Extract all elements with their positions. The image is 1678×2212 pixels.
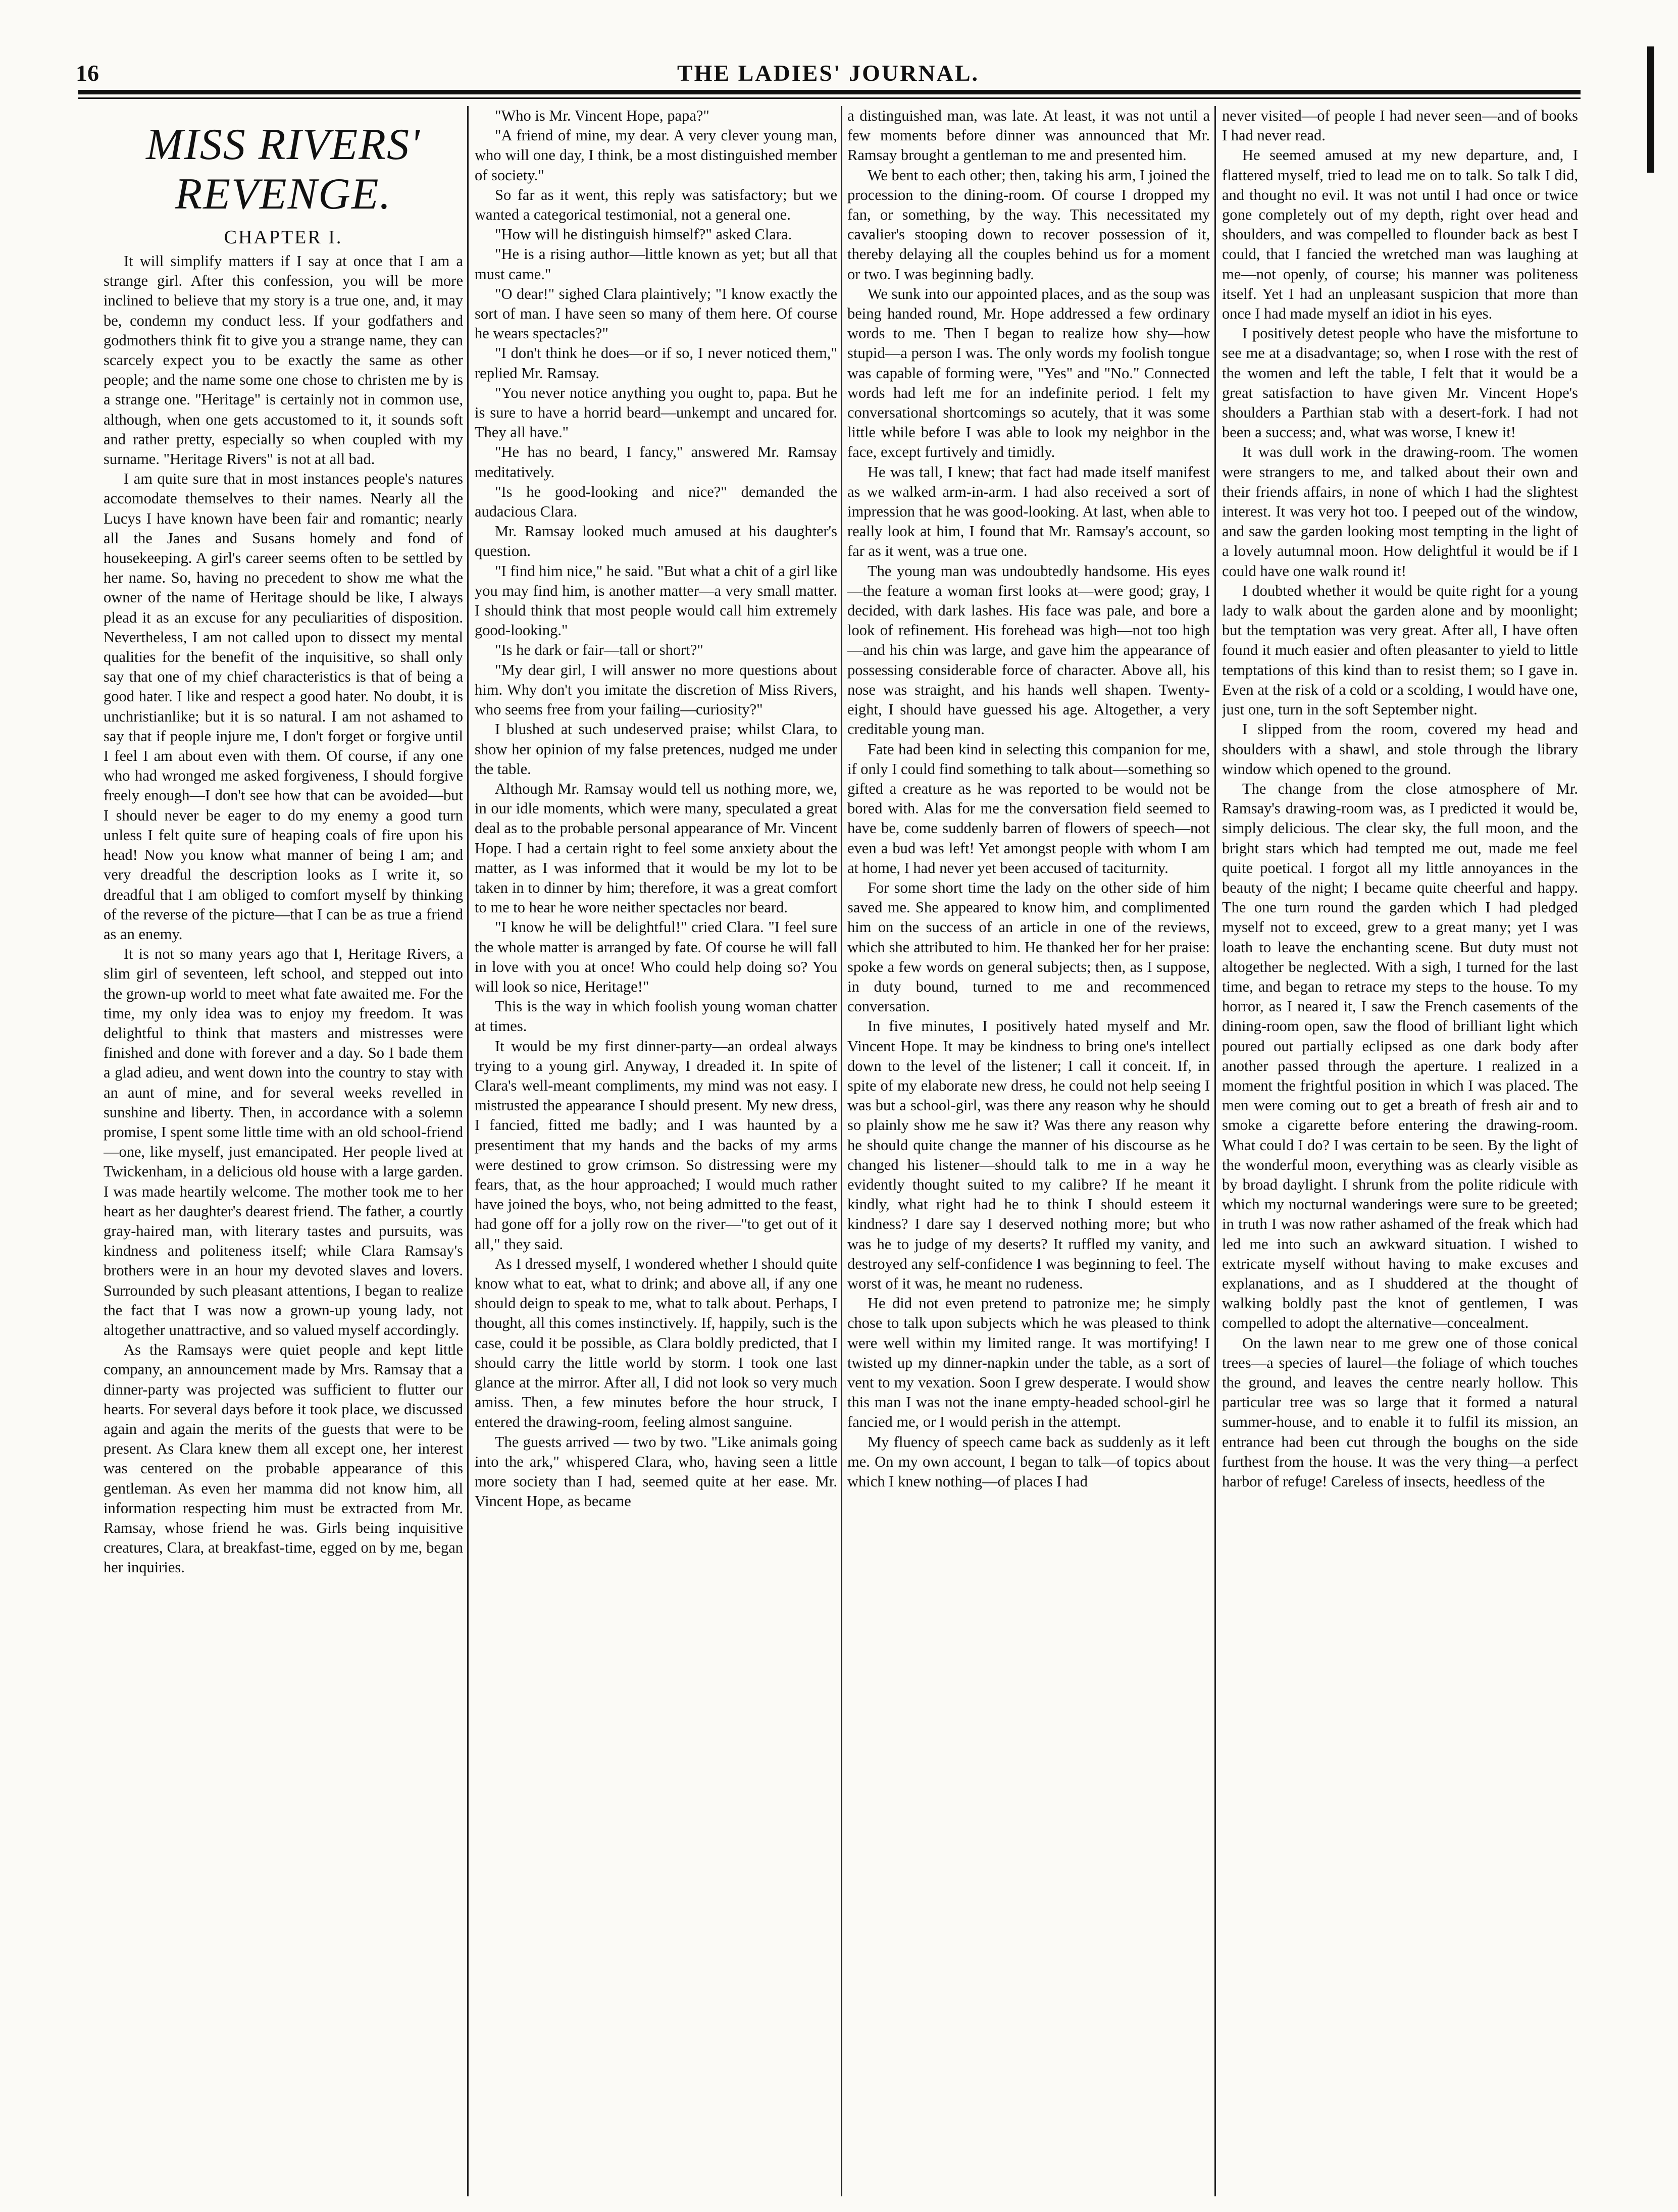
- article-title: MISS RIVERS' REVENGE.: [146, 120, 421, 219]
- article-column-2: [475, 106, 837, 2196]
- paragraph: We sunk into our appointed places, and as the soup was being handed round, Mr. Hope addressed a few ordinary words to me. Then I began to realize how shy—how stupid—a person I was. The only words my foolish tongue was capable of forming were, "Yes" and "No." Connected words had left me for an indefinite period. I felt my conversational shortcomings so acutely, that it was some little while before I was able to look my neighbor in the face, except furtively and timidly.: [847, 285, 1210, 461]
- paragraph: "Who is Mr. Vincent Hope, papa?": [495, 107, 709, 124]
- paragraph: He was tall, I knew; that fact had made itself manifest as we walked arm-in-arm. I had also received a sort of impression that he was good-looking. At last, when able to really look at him, I found that Mr. Ramsay's account, so far as it went, was a true one.: [847, 463, 1210, 560]
- paragraph: "I know he will be delightful!" cried Clara. "I feel sure the whole matter is arranged by fate. Of course he will fall in love with you at once! Who could help doing so? You will look so nice, Heritage!": [475, 918, 837, 995]
- paragraph: "He has no beard, I fancy," answered Mr. Ramsay meditatively.: [475, 443, 837, 481]
- paragraph: This is the way in which foolish young woman chatter at times.: [475, 998, 837, 1035]
- header-rule-thick: [78, 90, 1581, 94]
- paragraph: "He is a rising author—little known as yet; but all that must came.": [475, 245, 837, 283]
- chapter-heading: CHAPTER I.: [224, 227, 343, 248]
- paragraph: The change from the close atmosphere of Mr. Ramsay's drawing-room was, as I predicted it would be, simply delicious. The clear sky, the full moon, and the bright stars which had tempted me out, made me feel quite poetical. I forgot all my little annoyances in the beauty of the night; I became quite cheerful and happy. The one turn round the garden which I had pledged myself not to exceed, grew to a great many; yet I was loath to leave the enchanting scene. But duty must not altogether be neglected. With a sigh, I turned for the last time, and began to retrace my steps to the house. To my horror, as I neared it, I saw the French casements of the dining-room open, saw the flood of brilliant light which poured out partially eclipsed as one dark body after another passed through the aperture. I realized in a moment the frightful position in which I was placed. The men were coming out to get a breath of fresh air and to smoke a cigarette before entering the drawing-room. What could I do? I was certain to be seen. By the light of the wonderful moon, everything was as clearly visible as by broad daylight. I shrunk from the polite ridicule with which my nocturnal wanderings were sure to be greeted; in truth I was now rather ashamed of the freak which had led me into such an awkward situation. I wished to extricate myself without having to make excuses and explanations, and as I shuddered at the thought of walking boldly past the knot of gentlemen, I was compelled to adopt the alternative—concealment.: [1222, 780, 1578, 1332]
- paragraph: It will simplify matters if I say at once that I am a strange girl. After this confession, you will be more inclined to believe that my story is a true one, and, it may be, condemn my conduct less. If your godfathers and godmothers think fit to give you a strange name, they can scarcely expect you to be exactly the same as other people; and the name some one chose to christen me by is a strange one. "Heritage" is certainly not in common use, although, when one gets accustomed to it, it sounds soft and rather pretty, especially so when coupled with my surname. "Heritage Rivers" is not at all bad.: [104, 252, 463, 468]
- paragraph: I slipped from the room, covered my head and shoulders with a shawl, and stole through the library window which opened to the ground.: [1222, 721, 1578, 778]
- paragraph: I blushed at such undeserved praise; whilst Clara, to show her opinion of my false pretences, nudged me under the table.: [475, 721, 837, 778]
- paragraph: I positively detest people who have the misfortune to see me at a disadvantage; so, when I rose with the rest of the women and left the table, I felt that it would be a great satisfaction to have given Mr. Vincent Hope's shoulders a Parthian stab with a desert-fork. I had not been a success; and, what was worse, I knew it!: [1222, 325, 1578, 441]
- paragraph: I doubted whether it would be quite right for a young lady to walk about the garden alone and by moonlight; but the temptation was very great. After all, I have often found it much easier and often pleasanter to yield to little temptations of this kind than to resist them; so I gave in. Even at the risk of a cold or a scolding, I would have one, just one, turn in the soft September night.: [1222, 582, 1578, 718]
- paragraph: "Is he good-looking and nice?" demanded the audacious Clara.: [475, 483, 837, 521]
- page-edge-bar: [1647, 46, 1654, 173]
- running-head: [76, 60, 1581, 90]
- column-divider: [1214, 106, 1216, 2196]
- paragraph: Fate had been kind in selecting this companion for me, if only I could find something to talk about—something so gifted a creature as he was reported to be would not be bored with. Alas for me the conversation field seemed to have be, come suddenly barren of flowers of speech—not even a bud was left! Yet amongst people with whom I am at home, I had never yet been accused of taciturnity.: [847, 740, 1210, 877]
- paragraph: As I dressed myself, I wondered whether I should quite know what to eat, what to drink; and above all, if any one should deign to speak to me, what to talk about. Perhaps, I thought, all this comes instinctively. If, happily, such is the case, could it be possible, as Clara boldly predicted, that I should carry the little world by storm. I took one last glance at the mirror. After all, I did not look so very much amiss. Then, a few minutes before the hour struck, I entered the drawing-room, feeling almost sanguine.: [475, 1255, 837, 1431]
- paragraph: He did not even pretend to patronize me; he simply chose to talk upon subjects which he was pleased to think were well within my limited range. It was mortifying! I twisted up my dinner-napkin under the table, as a sort of vent to my vexation. Soon I grew desperate. I would show this man I was not the inane empty-headed school-girl he fancied me, or I would perish in the attempt.: [847, 1295, 1210, 1431]
- paragraph: "A friend of mine, my dear. A very clever young man, who will one day, I think, be a most distinguished member of society.": [475, 127, 837, 184]
- paragraph: Although Mr. Ramsay would tell us nothing more, we, in our idle moments, which were many, speculated a great deal as to the probable personal appearance of Mr. Vincent Hope. I had a certain right to feel some anxiety about the matter, as I was informed that it would be my lot to be taken in to dinner by him; therefore, it was a great comfort to me to hear he wore neither spectacles nor beard.: [475, 780, 837, 916]
- article-column-4: [1222, 106, 1578, 2196]
- journal-title: THE LADIES' JOURNAL.: [677, 60, 980, 86]
- paragraph: "How will he distinguish himself?" asked Clara.: [495, 226, 792, 243]
- column-divider: [467, 106, 469, 2196]
- paragraph: "You never notice anything you ought to, papa. But he is sure to have a horrid beard—unkempt and uncared for. They all have.": [475, 384, 837, 441]
- paragraph: So far as it went, this reply was satisfactory; but we wanted a categorical testimonial, not a general one.: [475, 186, 837, 224]
- paragraph: It was dull work in the drawing-room. The women were strangers to me, and talked about their own and their friends affairs, in none of which I had the slightest interest. It was very hot too. I peeped out of the window, and saw the garden looking most tempting in the light of a lovely autumnal moon. How delightful it would be if I could have one walk round it!: [1222, 443, 1578, 580]
- paragraph: The guests arrived — two by two. "Like animals going into the ark," whispered Clara, who, having seen a little more society than I had, seemed quite at her ease. Mr. Vincent Hope, as became: [475, 1433, 837, 1510]
- paragraph: Mr. Ramsay looked much amused at his daughter's question.: [475, 523, 837, 560]
- paragraph: "I don't think he does—or if so, I never noticed them," replied Mr. Ramsay.: [475, 344, 837, 382]
- paragraph: "My dear girl, I will answer no more questions about him. Why don't you imitate the discretion of Miss Rivers, who seems free from your failing—curiosity?": [475, 661, 837, 718]
- article-column-3: [847, 106, 1210, 2196]
- paragraph: On the lawn near to me grew one of those conical trees—a species of laurel—the foliage of which touches the ground, and leaves the centre nearly hollow. This particular tree was so large that it formed a natural summer-house, and to enable it to fulfil its mission, an entrance had been cut through the boughs on the side furthest from the house. It was the very thing—a perfect harbor of refuge! Careless of insects, heedless of the: [1222, 1334, 1578, 1490]
- paragraph: In five minutes, I positively hated myself and Mr. Vincent Hope. It may be kindness to bring one's intellect down to the level of the listener; I call it conceit. If, in spite of my elaborate new dress, he could not help seeing I was but a school-girl, was there any reason why he should so plainly show me he saw it? Was there any reason why he should quite change the manner of his discourse as he changed his listener—should talk to me in a way he evidently thought suited to my calibre? If he meant it kindly, what right had he to think I should esteem it kindness? I dare say I deserved nothing more; but who was he to judge of my deserts? It ruffled my vanity, and destroyed any self-confidence I was beginning to feel. The worst of it was, he meant no rudeness.: [847, 1017, 1210, 1292]
- paragraph: My fluency of speech came back as suddenly as it left me. On my own account, I began to talk—of topics about which I knew nothing—of places I had: [847, 1433, 1210, 1490]
- article-column-1: [104, 106, 463, 2196]
- paragraph: It would be my first dinner-party—an ordeal always trying to a young girl. Anyway, I dreaded it. In spite of Clara's well-meant compliments, my mind was not easy. I mistrusted the appearance I should present. My new dress, I fancied, fitted me badly; and I was haunted by a presentiment that my hands and the backs of my arms were destined to grow crimson. So distressing were my fears, that, as the hour approached; I would much rather have joined the boys, who, not being admitted to the feast, had gone off for a jolly row on the river—"to get out of it all," they said.: [475, 1037, 837, 1253]
- paragraph: a distinguished man, was late. At least, it was not until a few moments before dinner was announced that Mr. Ramsay brought a gentleman to me and presented him.: [847, 107, 1210, 164]
- paragraph: never visited—of people I had never seen—and of books I had never read.: [1222, 107, 1578, 144]
- column-divider: [841, 106, 842, 2196]
- page-number: 16: [76, 60, 99, 86]
- paragraph: He seemed amused at my new departure, and, I flattered myself, tried to lead me on to talk. So talk I did, and thought no evil. It was not until I had once or twice gone completely out of my depth, right over head and shoulders, and was compelled to flounder back as best I could, that I fancied the wretched man was laughing at me—not openly, of course; his manner was politeness itself. Yet I had an unpleasant suspicion that more than once I had made myself an idiot in his eyes.: [1222, 146, 1578, 323]
- header-rule-thin: [78, 97, 1581, 99]
- paragraph: The young man was undoubtedly handsome. His eyes—the feature a woman first looks at—were good; gray, I decided, with dark lashes. His face was pale, and bore a look of refinement. His forehead was high—not too high—and his chin was large, and gave him the appearance of possessing considerable force of character. Above all, his nose was straight, and his hands well shapen. Twenty-eight, I should have guessed his age. Altogether, a very creditable young man.: [847, 562, 1210, 738]
- paragraph: "I find him nice," he said. "But what a chit of a girl like you may find him, is another matter—a very small matter. I should think that most people would call him extremely good-looking.": [475, 562, 837, 639]
- paragraph: We bent to each other; then, taking his arm, I joined the procession to the dining-room. Of course I dropped my fan, or something, by the way. This necessitated my cavalier's stooping down to recover possession of it, thereby delaying all the couples behind us for a moment or two. I was beginning badly.: [847, 166, 1210, 283]
- paragraph: "O dear!" sighed Clara plaintively; "I know exactly the sort of man. I have seen so many of them here. Of course he wears spectacles?": [475, 285, 837, 342]
- paragraph: "Is he dark or fair—tall or short?": [495, 641, 703, 659]
- paragraph: As the Ramsays were quiet people and kept little company, an announcement made by Mrs. Ramsay that a dinner-party was projected was sufficient to flutter our hearts. For several days before it took place, we discussed again and again the merits of the guests that were to be present. As Clara knew them all except one, her interest was centered on the probable appearance of this gentleman. As even her mamma did not know him, all information respecting him must be extracted from Mr. Ramsay, whose friend he was. Girls being inquisitive creatures, Clara, at breakfast-time, egged on by me, began her inquiries.: [104, 1341, 463, 1576]
- paragraph: It is not so many years ago that I, Heritage Rivers, a slim girl of seventeen, left school, and stepped out into the grown-up world to meet what fate awaited me. For the time, my only idea was to enjoy my freedom. It was delightful to think that masters and mistresses were finished and done with forever and a day. So I bade them a glad adieu, and went down into the country to stay with an aunt of mine, and for several weeks revelled in sunshine and liberty. Then, in accordance with a solemn promise, I spent some little time with an old school-friend—one, like myself, just emancipated. Her people lived at Twickenham, in a delicious old house with a large garden. I was made heartily welcome. The mother took me to her heart as her daughter's dearest friend. The father, a courtly gray-haired man, with literary tastes and pursuits, was kindness and politeness itself; while Clara Ramsay's brothers were in an hour my devoted slaves and lovers. Surrounded by such pleasant attentions, I began to realize the fact that I was now a grown-up young lady, not altogether unattractive, and so valued myself accordingly.: [104, 945, 463, 1339]
- paragraph: I am quite sure that in most instances people's natures accomodate themselves to their names. Nearly all the Lucys I have known have been fair and romantic; nearly all the Janes and Susans homely and fond of housekeeping. A girl's career seems often to be settled by her name. So, having no precedent to show me what the owner of the name of Heritage should be like, I always plead it as an excuse for any peculiarities of disposition. Nevertheless, I am not called upon to dissect my mental qualities for the benefit of the inquisitive, so shall only say that one of my chief characteristics is that of being a good hater. I like and respect a good hater. No doubt, it is unchristianlike; but it is so natural. I am not ashamed to say that if people injure me, I don't forget or forgive until I feel I am about even with them. Of course, if any one who had wronged me asked forgiveness, I should forgive freely enough—I don't see how that can be avoided—but I should never be eager to do my enemy a good turn unless I felt quite sure of heaping coals of fire upon his head! Now you know what manner of being I am; and very dreadful the description looks as I write it, so dreadful that I am obliged to comfort myself by thinking of the reverse of the picture—that I can be as true a friend as an enemy.: [104, 470, 463, 943]
- paragraph: For some short time the lady on the other side of him saved me. She appeared to know him, and complimented him on the success of an article in one of the reviews, which she attributed to him. He thanked her for her praise: spoke a few words on general subjects; then, as I suppose, in duty bound, turned to me and recommenced conversation.: [847, 879, 1210, 1015]
